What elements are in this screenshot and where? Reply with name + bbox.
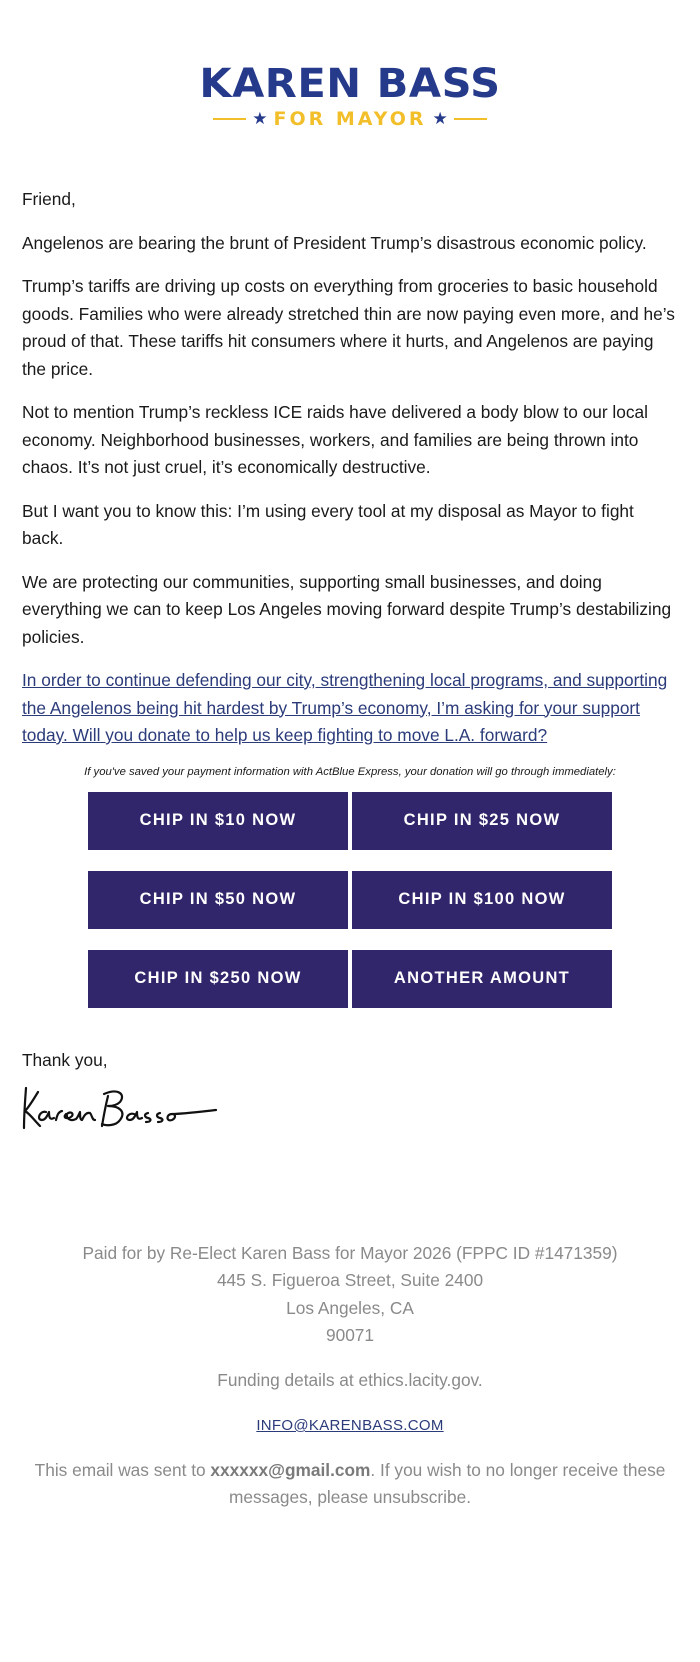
sent-suffix: . If you wish to no longer receive these messages, please unsubscribe. [228,1459,666,1507]
footer-city: Los Angeles, CA [286,1297,414,1318]
star-icon: ★ [432,109,448,129]
greeting: Friend, [22,189,76,209]
contact-email-block [22,1411,678,1440]
chip-in-100-button[interactable]: CHIP IN $100 NOW [352,871,612,929]
body-paragraph: Angelenos are bearing the brunt of President Trump’s disastrous economic policy. [22,232,647,253]
chip-in-10-button[interactable]: CHIP IN $10 NOW [88,792,348,850]
footer-address-block [22,1240,678,1350]
body-paragraph: Trump’s tariffs are driving up costs on everything from groceries to basic household goods. Families who were already stretched thin are now paying even more, and he’s proud of that. These tariffs hit consumers where it hurts, and Angelenos are paying the price. [22,276,675,379]
logo-tagline-row [213,108,487,130]
funding-details [22,1367,678,1395]
donation-button-grid [88,792,612,1008]
actblue-express-note: If you've saved your payment information with ActBlue Express, your donation will go through immediately: [84,765,616,778]
body-paragraph: Not to mention Trump’s reckless ICE raids have delivered a body blow to our local economy. Neighborhood businesses, workers, and families are being thrown into chaos. It’s not just cruel, it’s economically destructive. [22,402,648,477]
footer [22,1240,678,1512]
unsubscribe-text [22,1457,678,1512]
recipient-email: xxxxxx@gmail.com [210,1459,371,1480]
funding-details-text: Funding details at ethics.lacity.gov. [217,1369,483,1390]
letter-body [22,186,678,750]
contact-email-link[interactable]: INFO@KARENBASS.COM [256,1417,444,1434]
sent-prefix: This email was sent to [34,1459,211,1480]
logo-rule-left [213,118,246,120]
star-icon: ★ [252,109,268,129]
logo-rule-right [454,118,487,120]
chip-in-50-button[interactable]: CHIP IN $50 NOW [88,871,348,929]
logo-tagline: FOR MAYOR [273,108,427,130]
donate-ask-link[interactable]: In order to continue defending our city, strengthening local programs, and supporting the Angelenos being hit hardest by Trump’s economy, I’m asking for your support today. Will you donate to help us keep fighting to move L.A. forward? [22,670,668,745]
logo-name: KAREN BASS [199,61,501,107]
chip-in-25-button[interactable]: CHIP IN $25 NOW [352,792,612,850]
signature-image [22,1084,218,1136]
footer-zip: 90071 [325,1325,375,1345]
closing-thanks: Thank you, [22,1049,108,1070]
paid-for-disclaimer: Paid for by Re-Elect Karen Bass for Mayor 2026 (FPPC ID #1471359) [82,1242,618,1263]
ask-paragraph [22,667,678,750]
another-amount-button[interactable]: ANOTHER AMOUNT [352,950,612,1008]
signature [22,1084,678,1140]
unsubscribe-notice [22,1457,678,1512]
footer-street: 445 S. Figueroa Street, Suite 2400 [216,1270,484,1290]
body-paragraph: We are protecting our communities, supporting small businesses, and doing everything we can to keep Los Angeles moving forward despite Trump’s destabilizing policies. [22,571,672,647]
campaign-logo [22,0,678,130]
body-paragraph: But I want you to know this: I’m using every tool at my disposal as Mayor to fight back. [22,500,634,548]
chip-in-250-button[interactable]: CHIP IN $250 NOW [88,950,348,1008]
